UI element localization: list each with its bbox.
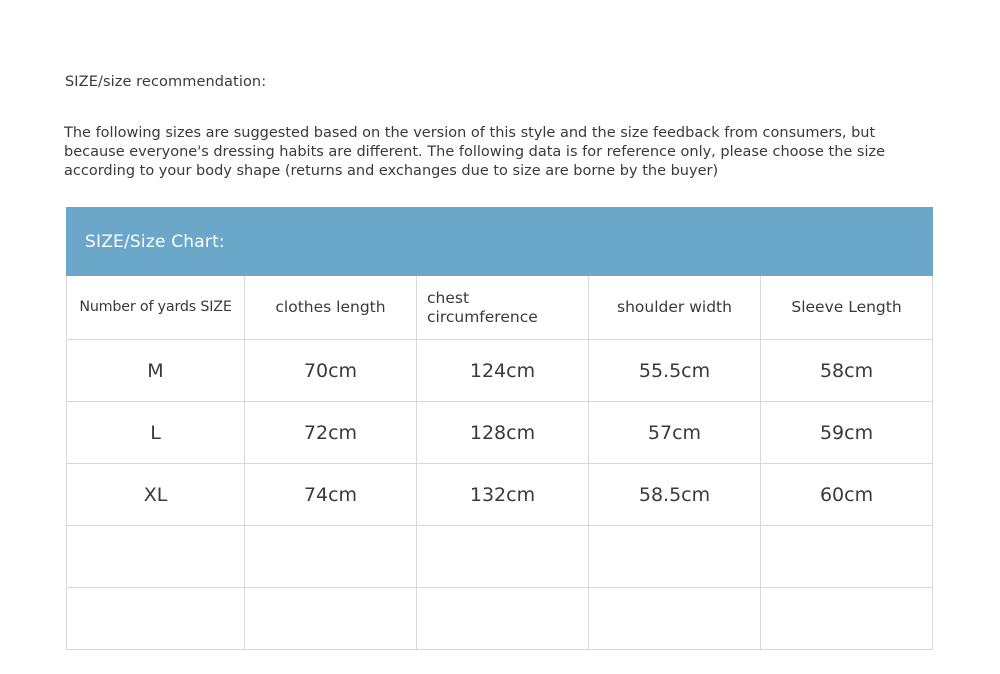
intro-title: SIZE/size recommendation: <box>65 74 267 90</box>
cell-clothes-length <box>245 588 417 650</box>
cell-chest-circumference: 124cm <box>417 340 589 402</box>
size-chart-table <box>66 207 933 650</box>
table-row <box>67 464 933 526</box>
column-header-sleeve-length: Sleeve Length <box>761 276 933 340</box>
table-banner-row <box>67 208 933 276</box>
table-header-row <box>67 276 933 340</box>
cell-size <box>67 588 245 650</box>
cell-sleeve-length <box>761 588 933 650</box>
cell-sleeve-length: 58cm <box>761 340 933 402</box>
cell-shoulder-width <box>589 526 761 588</box>
cell-sleeve-length <box>761 526 933 588</box>
cell-shoulder-width <box>589 588 761 650</box>
table-row <box>67 588 933 650</box>
cell-chest-circumference <box>417 526 589 588</box>
cell-shoulder-width: 58.5cm <box>589 464 761 526</box>
table-row <box>67 340 933 402</box>
cell-shoulder-width: 57cm <box>589 402 761 464</box>
table-row <box>67 402 933 464</box>
cell-sleeve-length: 59cm <box>761 402 933 464</box>
cell-clothes-length: 70cm <box>245 340 417 402</box>
cell-clothes-length: 72cm <box>245 402 417 464</box>
cell-chest-circumference: 128cm <box>417 402 589 464</box>
column-header-clothes-length: clothes length <box>245 276 417 340</box>
column-header-size: Number of yards SIZE <box>67 276 245 340</box>
cell-size: M <box>67 340 245 402</box>
table-row <box>67 526 933 588</box>
intro-body: The following sizes are suggested based on the version of this style and the size feedback from consumers, but because everyone's dressing habits are different. The following data is for reference only, please choose the size according to your body shape (returns and exchanges due to size are borne by the buyer) <box>64 125 886 179</box>
cell-sleeve-length: 60cm <box>761 464 933 526</box>
column-header-chest-circumference: chest circumference <box>417 276 589 340</box>
cell-chest-circumference: 132cm <box>417 464 589 526</box>
cell-shoulder-width: 55.5cm <box>589 340 761 402</box>
column-header-shoulder-width: shoulder width <box>589 276 761 340</box>
cell-clothes-length <box>245 526 417 588</box>
cell-size: L <box>67 402 245 464</box>
cell-size: XL <box>67 464 245 526</box>
size-chart-banner: SIZE/Size Chart: <box>67 208 933 276</box>
cell-chest-circumference <box>417 588 589 650</box>
cell-clothes-length: 74cm <box>245 464 417 526</box>
cell-size <box>67 526 245 588</box>
